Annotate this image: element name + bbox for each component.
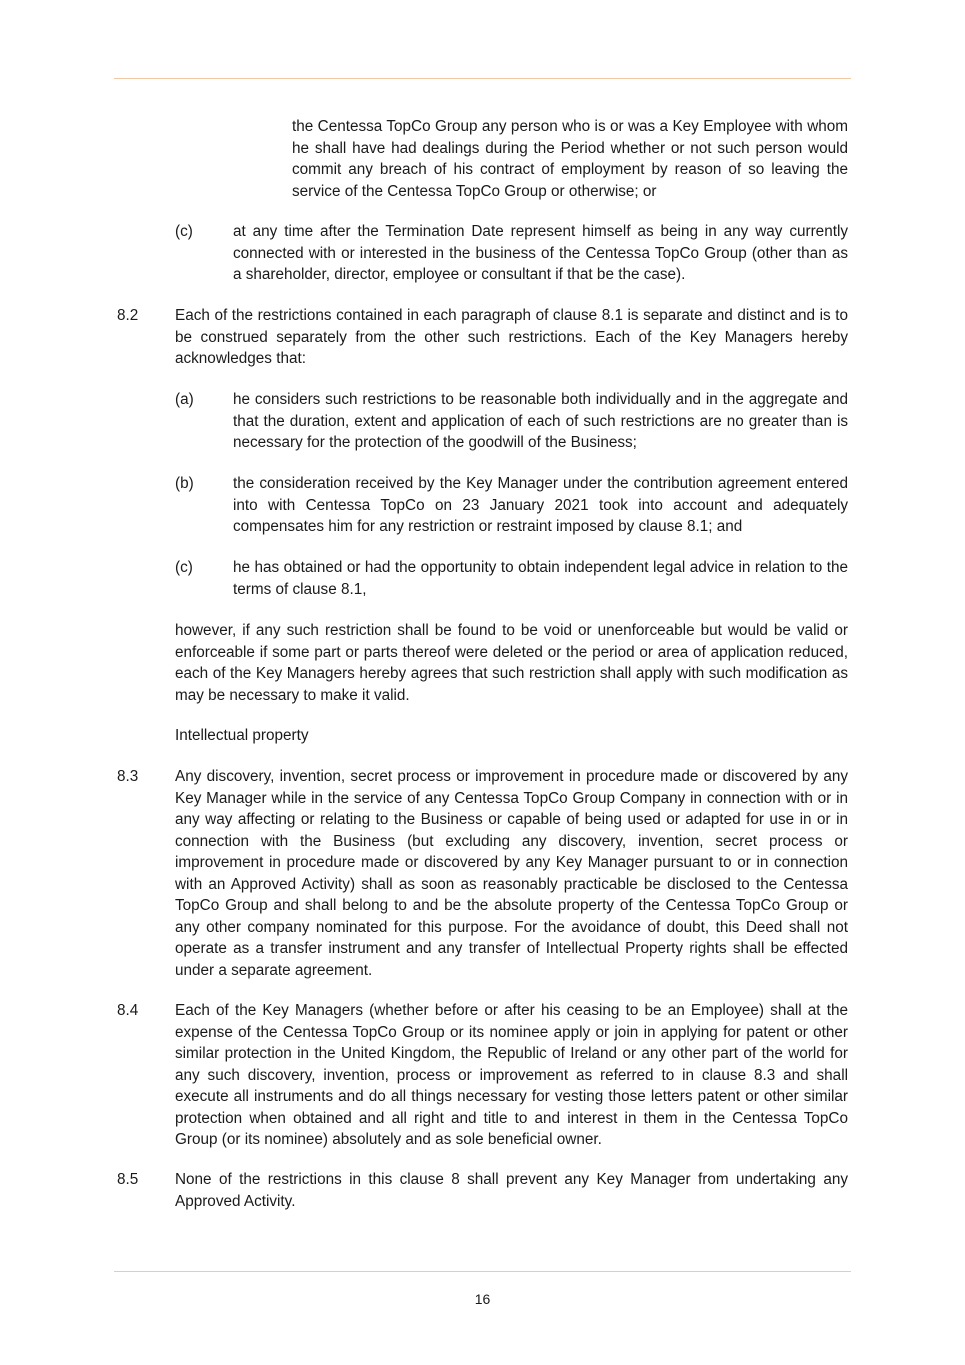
section-heading: Intellectual property [175, 727, 309, 744]
clause-8-3-text: Any discovery, invention, secret process or improvement in procedure made or discovered by any Key Manager while in the service of any Centessa TopCo Group Company in connection with or in any way affecting or relating to the Business or capable of being used or adapted for use in or in connection with the Business (but excluding any discovery, invention, secret process or improvement in procedure made or discovered by any Key Manager pursuant to or in connection with an Approved Activity) shall as soon as reasonably practicable be disclosed to the Centessa TopCo Group and shall belong to and be the absolute property of the Centessa TopCo Group or any other company nominated for this purpose. For the avoidance of doubt, this Deed shall not operate as a transfer instrument and any transfer of Intellectual Property rights shall be effected under a separate agreement. [175, 768, 848, 979]
item-label-c: (c) [175, 223, 193, 240]
footer-rule [114, 1271, 851, 1272]
clause-8-4-text: Each of the Key Managers (whether before or after his ceasing to be an Employee) shall at the expense of the Centessa TopCo Group or its nominee apply or join in applying for patent or other similar protection in the United Kingdom, the Republic of Ireland or any other part of the world for any such discovery, invention, process or improvement as referred to in clause 8.3 and shall execute all instruments and do all things necessary for vesting those letters patent or other similar protection when obtained and all right and title to and interest in them in the Centessa TopCo Group (or its nominee) absolutely and as sole beneficial owner. [175, 1002, 848, 1148]
item-c-text: at any time after the Termination Date represent himself as being in any way currently connected with or interested in the business of the Centessa TopCo Group (other than as a shareholder, director, employee or consultant if that be the case). [233, 223, 848, 283]
clause-number-8-3: 8.3 [117, 768, 139, 785]
item-label-b: (b) [175, 475, 194, 492]
clause-8-2-text: Each of the restrictions contained in each paragraph of clause 8.1 is separate and distinct and is to be construed separately from the other such restrictions. Each of the Key Managers hereby acknowledges that: [175, 307, 848, 367]
item-label-a: (a) [175, 391, 194, 408]
clause-number-8-2: 8.2 [117, 307, 139, 324]
clause-8-5-text: None of the restrictions in this clause 8 shall prevent any Key Manager from undertaking any Approved Activity. [175, 1171, 848, 1210]
clause-number-8-5: 8.5 [117, 1171, 139, 1188]
item-a-text: he considers such restrictions to be reasonable both individually and in the aggregate and that the duration, extent and application of each of such restrictions are no greater than is necessary for the protection of the goodwill of the Business; [233, 391, 848, 451]
continued-paragraph: the Centessa TopCo Group any person who is or was a Key Employee with whom he shall have had dealings during the Period whether or not such person would commit any breach of his contract of employment by reason of so leaving the service of the Centessa TopCo Group or otherwise; or [292, 118, 848, 200]
item-label-c2: (c) [175, 559, 193, 576]
item-b-text: the consideration received by the Key Manager under the contribution agreement entered into with Centessa TopCo on 23 January 2021 took into account and adequately compensates him for any restriction or restraint imposed by clause 8.1; and [233, 475, 848, 535]
clause-number-8-4: 8.4 [117, 1002, 139, 1019]
page-number: 16 [474, 1291, 491, 1307]
clause-8-2-closing: however, if any such restriction shall be found to be void or unenforceable but would be valid or enforceable if some part or parts thereof were deleted or the period or area of application reduced, each of the Key Managers hereby agrees that such restriction shall apply with such modification as may be necessary to make it valid. [175, 622, 848, 704]
item-c2-text: he has obtained or had the opportunity to obtain independent legal advice in relation to the terms of clause 8.1, [233, 559, 848, 598]
header-rule [114, 78, 851, 79]
